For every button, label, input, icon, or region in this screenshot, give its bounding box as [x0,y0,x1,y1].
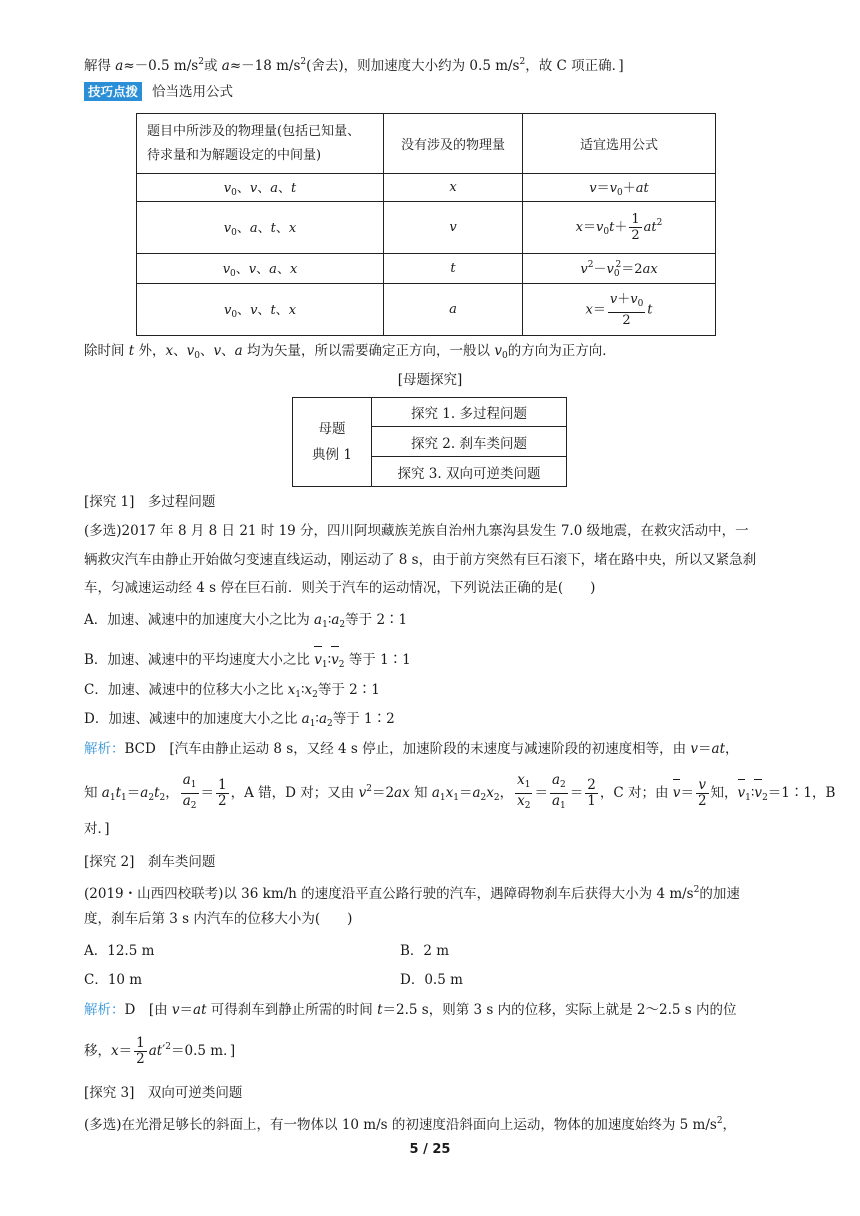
row-missing: v [384,202,523,254]
q1-option-c: C．加速、减速中的位移大小之比 $x_1∶x_2$等于 2∶1 [84,682,380,700]
row-missing: x [384,174,523,202]
q1-stem-line: 辆救灾汽车由静止开始做匀变速直线运动，刚运动了 8 s，由于前方突然有巨石滚下，堵在路中央，所以又紧急刹 [84,552,757,568]
q1-heading: [探究 1] 多过程问题 [84,494,216,510]
q2-heading: [探究 2] 刹车类问题 [84,854,216,870]
mother-table [292,397,567,487]
answer-label: 解析： [84,1002,125,1018]
tip-tag: 技巧点拨 [84,82,142,101]
page-number: 5 / 25 [409,1142,451,1157]
q2-stem-line: (2019・山西四校联考)以 36 km/h 的速度沿平直公路行驶的汽车，遇障碍物刹车后获得大小为 4 $m/s^2$的加速 [84,885,740,902]
mother-left-line1: 母题 [318,421,346,437]
explore-item-1: 探究 1. 多过程问题 [372,398,567,427]
header-missing: 没有涉及的物理量 [384,114,523,174]
previous-answer-line: 解得 a≈－0.5 $m/s^2$或 a≈－18 $m/s^2$(舍去)，则加速度大小约为 0.5 $m/s^2$，故 C 项正确．] [84,57,624,74]
row-quantities: $v_0$、v、a、x [137,254,384,284]
row-formula: $v^2-v_0^2=2ax$ [523,254,716,284]
tip-title: 恰当选用公式 [152,84,234,100]
q2-option-c: C．10 m [84,972,143,988]
formula-table [136,113,716,336]
mother-cell [293,398,372,487]
mother-title: [母题探究] [397,372,463,388]
explore-item-2: 探究 2. 刹车类问题 [372,427,567,457]
q1-answer-line: 对．] [84,821,110,837]
q1-stem-line: 车，匀减速运动经 4 s 停在巨石前．则关于汽车的运动情况，下列说法正确的是( ) [84,580,596,596]
q2-answer-line: 解析：D [由 v＝at 可得刹车到静止所需的时间 t＝2.5 s，则第 3 s 内的位移，实际上就是 2～2.5 s 内的位 [84,1002,737,1018]
header-formula: 适宜选用公式 [523,114,716,174]
row-formula: $x=v_0t+$ $\frac{1}{2}$ $at^2$ [523,202,716,254]
q2-answer-line: 移，x＝ $\frac{1}{2}$ $at'^2=0.5$ m．] [84,1035,236,1067]
answer-label: 解析： [84,741,125,757]
q1-option-d: D．加速、减速中的加速度大小之比 $a_1∶a_2$等于 1∶2 [84,711,395,729]
explore-item-3: 探究 3. 双向可逆类问题 [372,457,567,487]
row-missing: a [384,284,523,336]
tip-note: 除时间 t 外，x、$v_0$、v、a 均为矢量，所以需要确定正方向，一般以 $v_0$的方向为正方向． [84,343,616,361]
header-quantities: 题目中所涉及的物理量(包括已知量、待求量和为解题设定的中间量) [137,114,384,174]
row-formula: $v=v_0+at$ [523,174,716,202]
tip-heading [84,82,814,102]
q1-option-b: B．加速、减速中的平均速度大小之比 $v_1∶v_2$ 等于 1∶1 [84,652,411,670]
q2-option-a: A．12.5 m [84,943,155,959]
q1-option-a: A．加速、减速中的加速度大小之比为 $a_1∶a_2$等于 2∶1 [84,612,408,630]
q1-stem-line: (多选)2017 年 8 月 8 日 21 时 19 分，四川阿坝藏族羌族自治州九寨沟县发生 7.0 级地震，在救灾活动中，一 [84,523,749,539]
q2-option-d: D．0.5 m [400,972,463,988]
q2-option-b: B．2 m [400,943,450,959]
row-formula: x＝ $\frac{v+v_0}{2}$ t [523,284,716,336]
q3-stem-line: (多选)在光滑足够长的斜面上，有一物体以 10 m/s 的初速度沿斜面向上运动，物体的加速度始终为 5 $m/s^2$， [84,1116,737,1133]
row-quantities: $v_0$、a、t、x [137,202,384,254]
q1-answer-line: 解析：BCD [汽车由静止运动 8 s，又经 4 s 停止，加速阶段的末速度与减速阶段的初速度相等，由 v＝at， [84,741,739,757]
row-quantities: $v_0$、v、t、x [137,284,384,336]
row-quantities: $v_0$、v、a、t [137,174,384,202]
q3-heading: [探究 3] 双向可逆类问题 [84,1085,243,1101]
q2-stem-line: 度，刹车后第 3 s 内汽车的位移大小为( ) [84,911,353,927]
mother-left-line2: 典例 1 [312,447,352,463]
row-missing: t [384,254,523,284]
q1-answer-line: 知 $a_1t_1=a_2t_2$， $\frac{a_1}{a_2}$ ＝ $\frac{1}{2}$ ，A 错，D 对；又由 $v^2=2ax$ 知 $a_1x_1=a_2x_2$， $\frac{x_1}{x_2}$ ＝ $\frac{a_2}{a_1}$ ＝ $\frac{2}{1}$ ，C 对；由 v＝ $\frac{v}{2}$ 知，$v_1∶v_2=1∶1$，B [84,772,836,811]
